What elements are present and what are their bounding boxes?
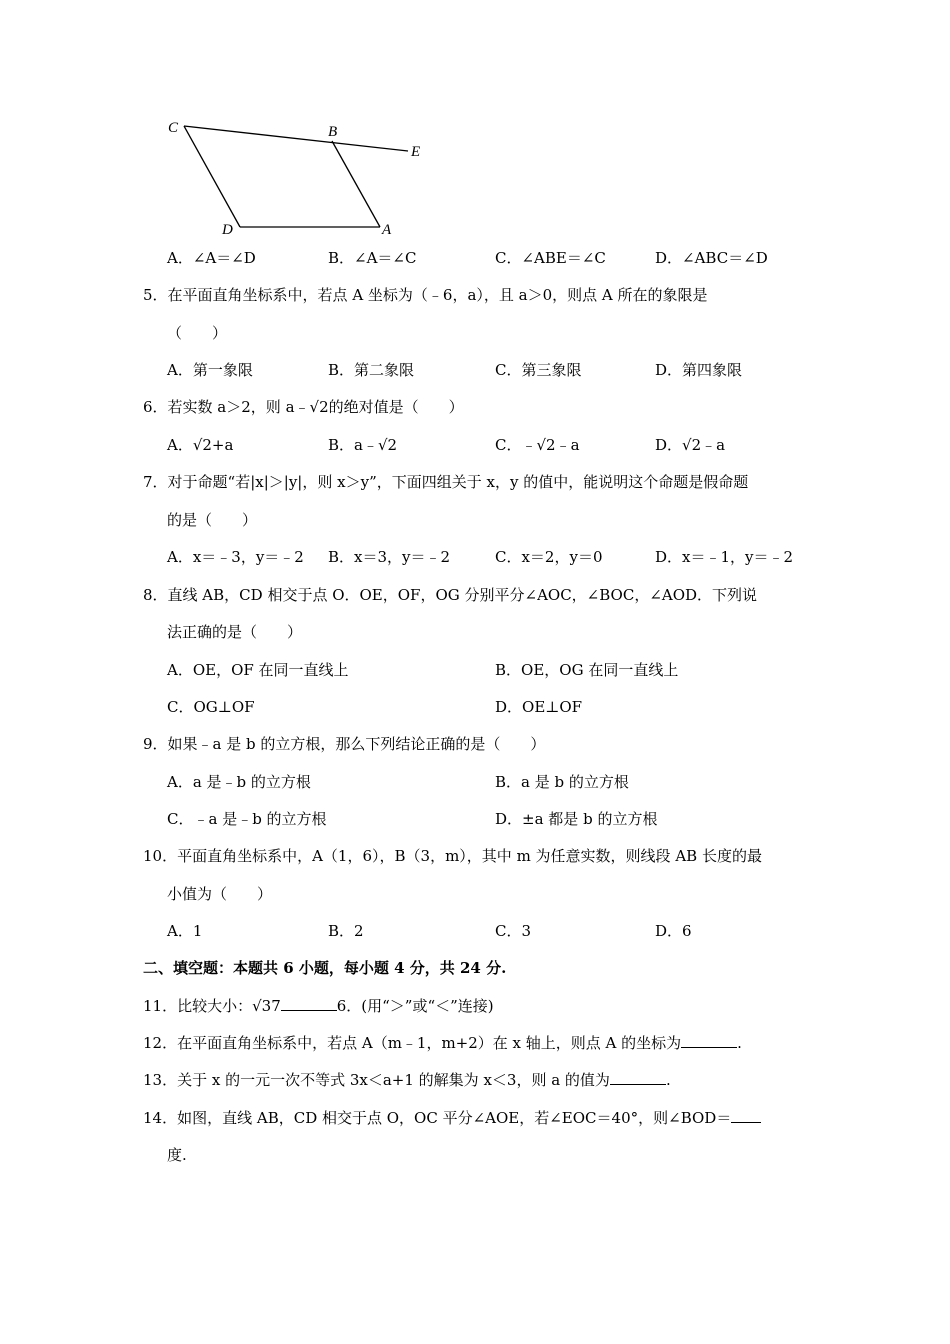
q8-option-a: A．OE，OF 在同一直线上 [167,661,349,679]
q11-prefix: 11．比较大小：√37 [143,997,281,1015]
q14-stem-line2: 度. [167,1146,187,1164]
q10-option-c: C．3 [495,922,532,940]
q13-end: . [665,1071,671,1089]
q7-option-a: A．x＝﹣3，y＝﹣2 [167,548,304,566]
q5-option-d: D．第四象限 [655,361,743,379]
q7-option-c: C．x＝2，y＝0 [495,548,603,566]
line-cd [184,126,240,227]
q5-option-c: C．第三象限 [495,361,582,379]
q10-stem-line1: 10．平面直角坐标系中，A（1，6），B（3，m），其中 m 为任意实数，则线段 AB 长度的最 [143,847,762,865]
q10-option-b: B．2 [328,922,364,940]
q5-option-a: A．第一象限 [167,361,253,379]
section2-heading: 二、填空题：本题共 6 小题，每小题 4 分，共 24 分. [143,959,507,977]
q13-answer-blank[interactable] [610,1070,666,1085]
q6-stem: 6．若实数 a＞2，则 a﹣√2的绝对值是（ ） [143,398,464,416]
q8-option-c: C．OG⊥OF [167,698,255,716]
label-e: E [411,144,421,160]
q13-text: 13．关于 x 的一元一次不等式 3x＜a+1 的解集为 x＜3，则 a 的值为 [143,1071,610,1089]
q14-line [143,1108,761,1128]
parallelogram-figure [160,112,440,242]
q5-stem-line2: （ ） [167,324,228,342]
q9-option-d: D．±a 都是 b 的立方根 [495,810,658,828]
q10-stem-line2: 小值为（ ） [167,885,273,903]
q4-option-d: D．∠ABC＝∠D [655,249,768,267]
label-b: B [328,124,338,140]
q9-option-a: A．a 是﹣b 的立方根 [167,773,311,791]
q10-option-d: D．6 [655,922,692,940]
q8-stem-line2: 法正确的是（ ） [167,623,303,641]
q6-option-c: C．﹣√2﹣a [495,436,580,454]
q7-stem-line2: 的是（ ） [167,511,258,529]
q13-line [143,1070,671,1090]
q7-stem-line1: 7．对于命题“若|x|＞|y|，则 x＞y”，下面四组关于 x，y 的值中，能说明这个命题是假命题 [143,473,749,491]
line-ce [184,126,408,151]
q11-suffix: 6．(用“＞”或“＜”连接) [336,997,494,1015]
q12-line [143,1033,742,1053]
q11-answer-blank[interactable] [281,996,337,1011]
q12-end: . [737,1034,742,1052]
q4-option-a: A．∠A＝∠D [167,249,256,267]
q4-option-c: C．∠ABE＝∠C [495,249,606,267]
label-d: D [222,222,233,238]
q4-option-b: B．∠A＝∠C [328,249,417,267]
q5-stem-line1: 5．在平面直角坐标系中，若点 A 坐标为（﹣6，a），且 a＞0，则点 A 所在的象限是 [143,286,708,304]
q7-option-b: B．x＝3，y＝﹣2 [328,548,451,566]
q11-line [143,996,494,1016]
q8-stem-line1: 8．直线 AB，CD 相交于点 O．OE，OF，OG 分别平分∠AOC，∠BOC，∠AOD．下列说 [143,586,758,604]
q6-option-a: A．√2+a [167,436,234,454]
q6-option-d: D．√2﹣a [655,436,726,454]
q9-stem: 9．如果﹣a 是 b 的立方根，那么下列结论正确的是（ ） [143,735,546,753]
label-a: A [382,222,392,238]
q14-stem-line1: 14．如图，直线 AB，CD 相交于点 O，OC 平分∠AOE，若∠EOC＝40°，则∠BOD＝ [143,1109,732,1127]
label-c: C [168,120,179,136]
q7-option-d: D．x＝﹣1，y＝﹣2 [655,548,794,566]
q10-option-a: A．1 [167,922,203,940]
q5-option-b: B．第二象限 [328,361,415,379]
q8-option-b: B．OE，OG 在同一直线上 [495,661,679,679]
q14-answer-blank[interactable] [731,1108,761,1123]
q12-answer-blank[interactable] [681,1033,737,1048]
line-ab [332,141,380,227]
q6-option-b: B．a﹣√2 [328,436,398,454]
q9-option-c: C．﹣a 是﹣b 的立方根 [167,810,327,828]
q8-option-d: D．OE⊥OF [495,698,583,716]
q12-text: 12．在平面直角坐标系中，若点 A（m﹣1，m+2）在 x 轴上，则点 A 的坐标为 [143,1034,682,1052]
q9-option-b: B．a 是 b 的立方根 [495,773,629,791]
